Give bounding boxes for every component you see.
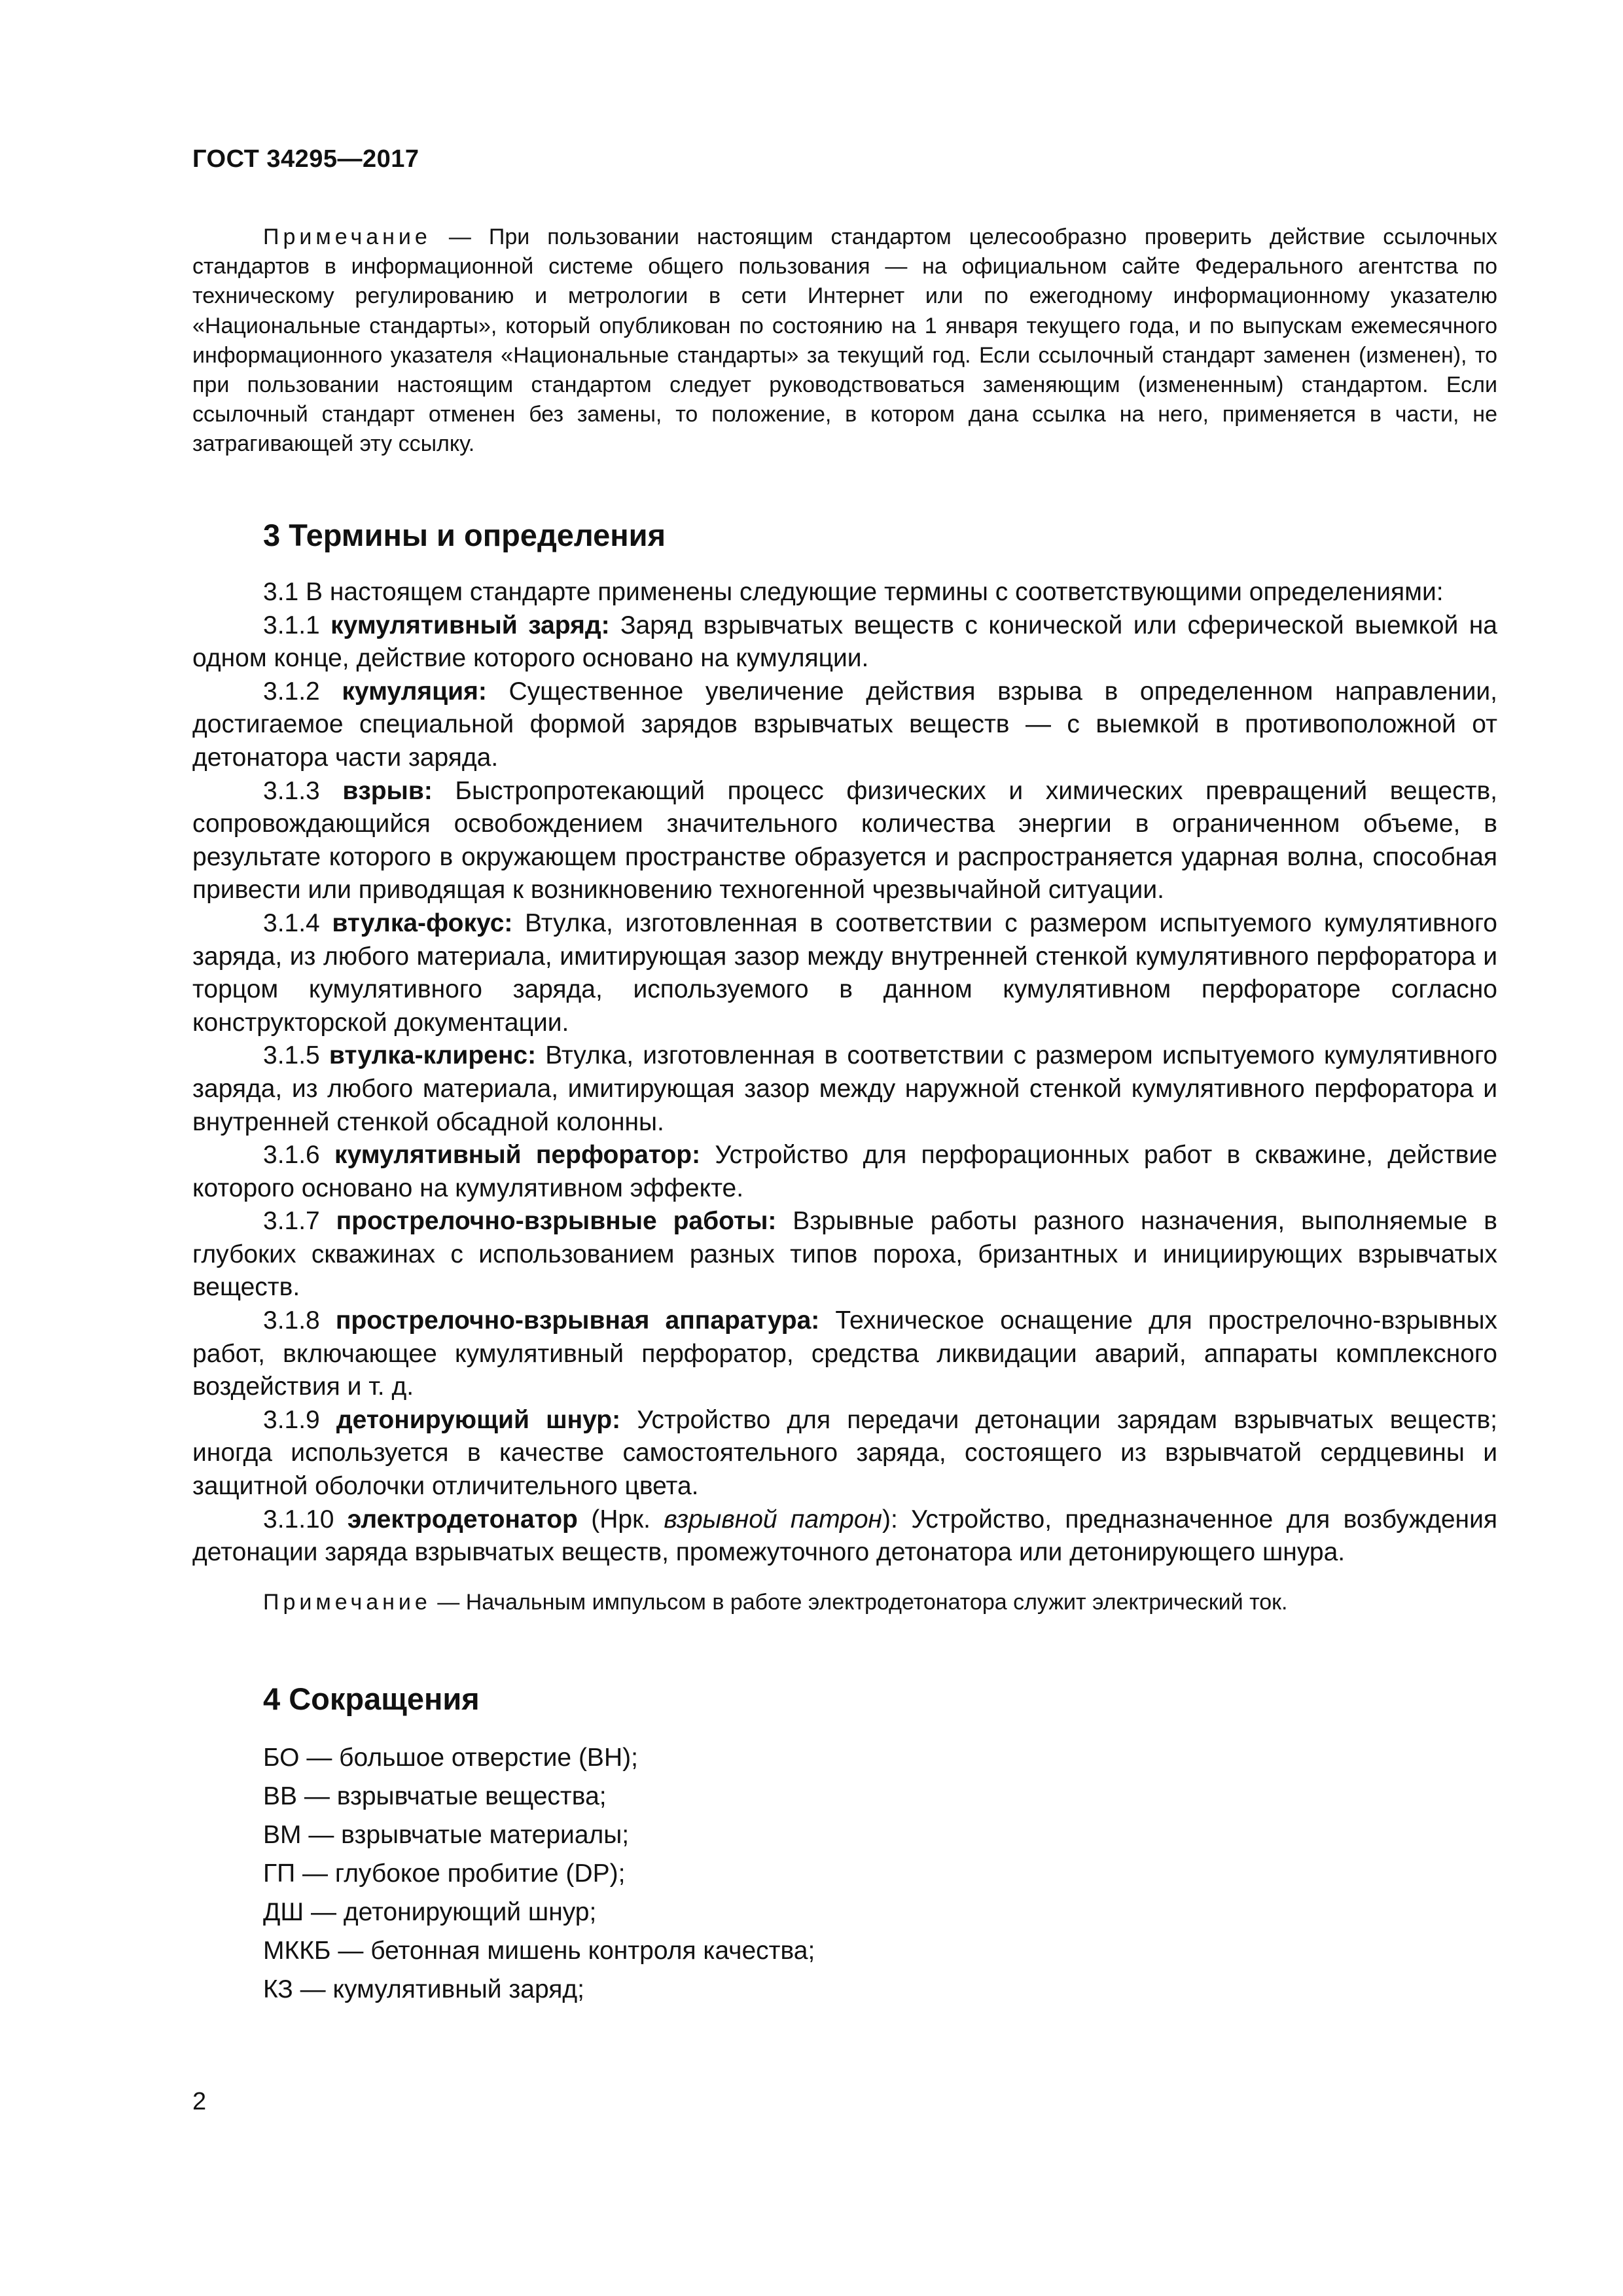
definitions-list bbox=[192, 609, 1497, 1503]
definition-item: 3.1.7 прострелочно-взрывные работы: Взрывные работы разного назначения, выполняемые в глубоких скважинах с использованием разных типов пороха, бризантных и инициирующих взрывчатых веществ. bbox=[192, 1207, 1498, 1302]
electrodetonator-note bbox=[263, 1590, 1288, 1615]
definition-item: 3.1.4 втулка-фокус: Втулка, изготовленная в соответствии с размером испытуемого кумулятивного заряда, из любого материала, имитирующая зазор между внутренней стенкой кумулятивного перфоратора и торцом кумулятивного заряда, используемого в данном кумулятивном перфораторе согласно конструкторской документации. bbox=[192, 908, 1497, 1037]
abbreviation-item: ГП — глубокое пробитие (DP); bbox=[263, 1859, 626, 1888]
abbreviation-item: ДШ — детонирующий шнур; bbox=[263, 1898, 597, 1926]
definitions-intro: 3.1 В настоящем стандарте применены следующие термины с соответствующими определениями: bbox=[263, 578, 1444, 606]
definition-item: 3.1.3 взрыв: Быстропротекающий процесс физических и химических превращений веществ, сопровождающийся освобождением значительного количества энергии в ограниченном объеме, в результате которого в окружающем пространстве образуется и распространяется ударная волна, способная привести или приводящая к возникновению техногенной чрезвычайной ситуации. bbox=[192, 776, 1497, 905]
definitions-block bbox=[192, 576, 1497, 1570]
definition-term: электродетонатор bbox=[347, 1505, 578, 1534]
definition-item: 3.1.1 кумулятивный заряд: Заряд взрывчатых веществ с конической или сферической выемкой на одном конце, действие которого основано на кумуляции. bbox=[192, 611, 1497, 673]
definition-term: кумулятивный перфоратор: bbox=[334, 1141, 701, 1170]
note-label: Примечание bbox=[263, 1590, 431, 1615]
definition-item: 3.1.5 втулка-клиренс: Втулка, изготовленная в соответствии с размером испытуемого кумулятивного заряда, из любого материала, имитирующая зазор между наружной стенкой кумулятивного перфоратора и внутренней стенкой обсадной колонны. bbox=[192, 1041, 1498, 1136]
definition-term: кумуляция: bbox=[342, 677, 487, 706]
definition-term: втулка-клиренс: bbox=[329, 1041, 537, 1070]
definition-item: 3.1.2 кумуляция: Существенное увеличение действия взрыва в определенном направлении, достигаемое специальной формой зарядов взрывчатых веществ — с выемкой в противоположной от детонатора части заряда. bbox=[192, 677, 1497, 772]
definition-item: 3.1.9 детонирующий шнур: Устройство для передачи детонации зарядам взрывчатых веществ; иногда используется в качестве самостоятельного заряда, состоящего из взрывчатой сердцевины и защитной оболочки отличительного цвета. bbox=[192, 1405, 1498, 1501]
note-text: — Начальным импульсом в работе электродетонатора служит электрический ток. bbox=[431, 1590, 1288, 1615]
section-3-title: 3 Термины и определения bbox=[263, 518, 666, 552]
definition-item: 3.1.8 прострелочно-взрывная аппаратура: Техническое оснащение для прострелочно-взрывных работ, включающее кумулятивный перфоратор, средства ликвидации аварий, аппараты комплексного воздействия и т. д. bbox=[192, 1306, 1498, 1401]
definition-term: кумулятивный заряд: bbox=[330, 611, 610, 639]
abbreviations-list bbox=[263, 1738, 815, 2009]
abbreviation-item: КЗ — кумулятивный заряд; bbox=[263, 1975, 584, 2003]
deprecated-term: взрывной патрон bbox=[664, 1505, 882, 1534]
abbreviation-item: ВВ — взрывчатые вещества; bbox=[263, 1782, 607, 1810]
definition-term: втулка-фокус: bbox=[332, 908, 513, 937]
abbreviation-item: БО — большое отверстие (ВН); bbox=[263, 1744, 638, 1772]
note-label: Примечание bbox=[263, 224, 431, 249]
page-number: 2 bbox=[192, 2088, 207, 2115]
definition-item: 3.1.10 электродетонатор (Нрк. взрывной патрон): Устройство, предназначенное для возбуждения детонации заряда взрывчатых веществ, промежуточного детонатора или детонирующего шнура. bbox=[192, 1505, 1498, 1567]
section-4-title: 4 Сокращения bbox=[263, 1681, 480, 1716]
abbreviation-item: МККБ — бетонная мишень контроля качества; bbox=[263, 1937, 815, 1965]
reference-note bbox=[192, 223, 1497, 459]
definition-term: прострелочно-взрывные работы: bbox=[336, 1207, 777, 1236]
definition-item: 3.1.6 кумулятивный перфоратор: Устройство для перфорационных работ в скважине, действие которого основано на кумулятивном эффекте. bbox=[192, 1141, 1497, 1202]
abbreviation-item: ВМ — взрывчатые материалы; bbox=[263, 1821, 630, 1849]
definition-term: детонирующий шнур: bbox=[336, 1405, 621, 1434]
standard-code-header: ГОСТ 34295—2017 bbox=[192, 145, 419, 173]
note-text: — При пользовании настоящим стандартом целесообразно проверить действие ссылочных стандартов в информационной системе общего пользования — на официальном сайте Федерального агентства по техническому регулированию и метрологии в сети Интернет или по ежегодному информационному указателю «Национальные стандарты», который опубликован по состоянию на 1 января текущего года, и по выпускам ежемесячного информационного указателя «Национальные стандарты» за текущий год. Если ссылочный стандарт заменен (изменен), то при пользовании настоящим стандартом следует руководствоваться заменяющим (измененным) стандартом. Если ссылочный стандарт отменен без замены, то положение, в котором дана ссылка на него, применяется в части, не затрагивающей эту ссылку. bbox=[192, 224, 1497, 457]
definition-term: взрыв: bbox=[342, 776, 433, 805]
definition-term: прострелочно-взрывная аппаратура: bbox=[335, 1306, 820, 1335]
